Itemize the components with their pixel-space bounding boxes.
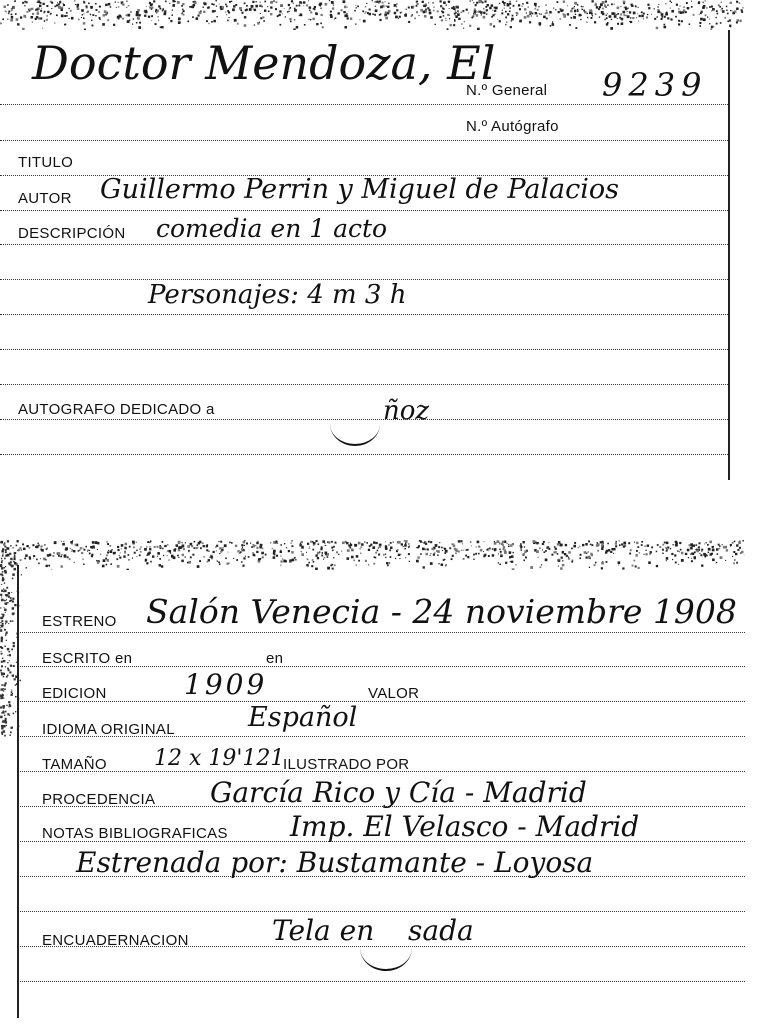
ruled-line bbox=[0, 314, 728, 315]
autor-value: Guillermo Perrin y Miguel de Palacios bbox=[100, 174, 620, 205]
autografo-number-label: N.º Autógrafo bbox=[466, 118, 559, 135]
speckled-edge-top bbox=[0, 0, 745, 30]
edicion-value: 1909 bbox=[184, 668, 268, 701]
encuadernacion-value-a: Tela en bbox=[272, 914, 375, 947]
procedencia-value: García Rico y Cía - Madrid bbox=[210, 776, 587, 809]
idioma-original-value: Español bbox=[248, 702, 358, 733]
card-left-border bbox=[17, 565, 19, 1018]
ruled-line bbox=[20, 632, 745, 633]
speckled-edge-top bbox=[0, 540, 745, 570]
stamp-mark bbox=[330, 402, 380, 446]
handwritten-title: Doctor Mendoza, El bbox=[32, 36, 496, 90]
estreno-value: Salón Venecia - 24 noviembre 1908 bbox=[146, 592, 737, 631]
descripcion-label: DESCRIPCIÓN bbox=[18, 225, 126, 242]
autor-label: AUTOR bbox=[18, 190, 72, 207]
encuadernacion-value-b: sada bbox=[408, 914, 474, 947]
notas-bibliograficas-value-2: Estrenada por: Bustamante - Loyosa bbox=[76, 846, 594, 879]
edicion-label: EDICION bbox=[42, 685, 107, 702]
catalog-card-front bbox=[0, 0, 745, 492]
ruled-line bbox=[0, 454, 728, 455]
ruled-line bbox=[0, 384, 728, 385]
catalog-card-back bbox=[0, 540, 745, 1028]
notas-bibliograficas-label: NOTAS BIBLIOGRAFICAS bbox=[42, 825, 228, 842]
encuadernacion-label: ENCUADERNACION bbox=[42, 932, 189, 949]
tamano-label: TAMAÑO bbox=[42, 756, 107, 773]
ruled-line bbox=[20, 981, 745, 982]
escrito-label: ESCRITO en bbox=[42, 650, 133, 667]
ruled-line bbox=[0, 349, 728, 350]
autografo-dedicado-label: AUTOGRAFO DEDICADO a bbox=[18, 401, 215, 418]
estreno-label: ESTRENO bbox=[42, 613, 117, 630]
valor-label: VALOR bbox=[368, 685, 420, 702]
titulo-label: TITULO bbox=[18, 154, 74, 171]
general-number-label: N.º General bbox=[466, 82, 548, 99]
ruled-line bbox=[0, 244, 728, 245]
card-right-border bbox=[728, 30, 730, 480]
procedencia-label: PROCEDENCIA bbox=[42, 791, 156, 808]
tamano-value: 12 x 19'121 bbox=[154, 746, 285, 771]
escrito-en-label: en bbox=[266, 650, 284, 667]
ruled-line bbox=[0, 210, 728, 211]
ilustrado-por-label: ILUSTRADO POR bbox=[283, 756, 410, 773]
ruled-line bbox=[0, 104, 728, 105]
ruled-line bbox=[20, 911, 745, 912]
ruled-line bbox=[0, 140, 728, 141]
personajes-value: Personajes: 4 m 3 h bbox=[148, 280, 407, 310]
descripcion-value: comedia en 1 acto bbox=[156, 214, 388, 243]
autografo-dedicado-value: ñoz bbox=[383, 396, 430, 426]
idioma-original-label: IDIOMA ORIGINAL bbox=[42, 721, 175, 738]
general-number-value: 9239 bbox=[602, 66, 708, 104]
stamp-mark bbox=[360, 925, 412, 971]
notas-bibliograficas-value: Imp. El Velasco - Madrid bbox=[290, 810, 640, 843]
